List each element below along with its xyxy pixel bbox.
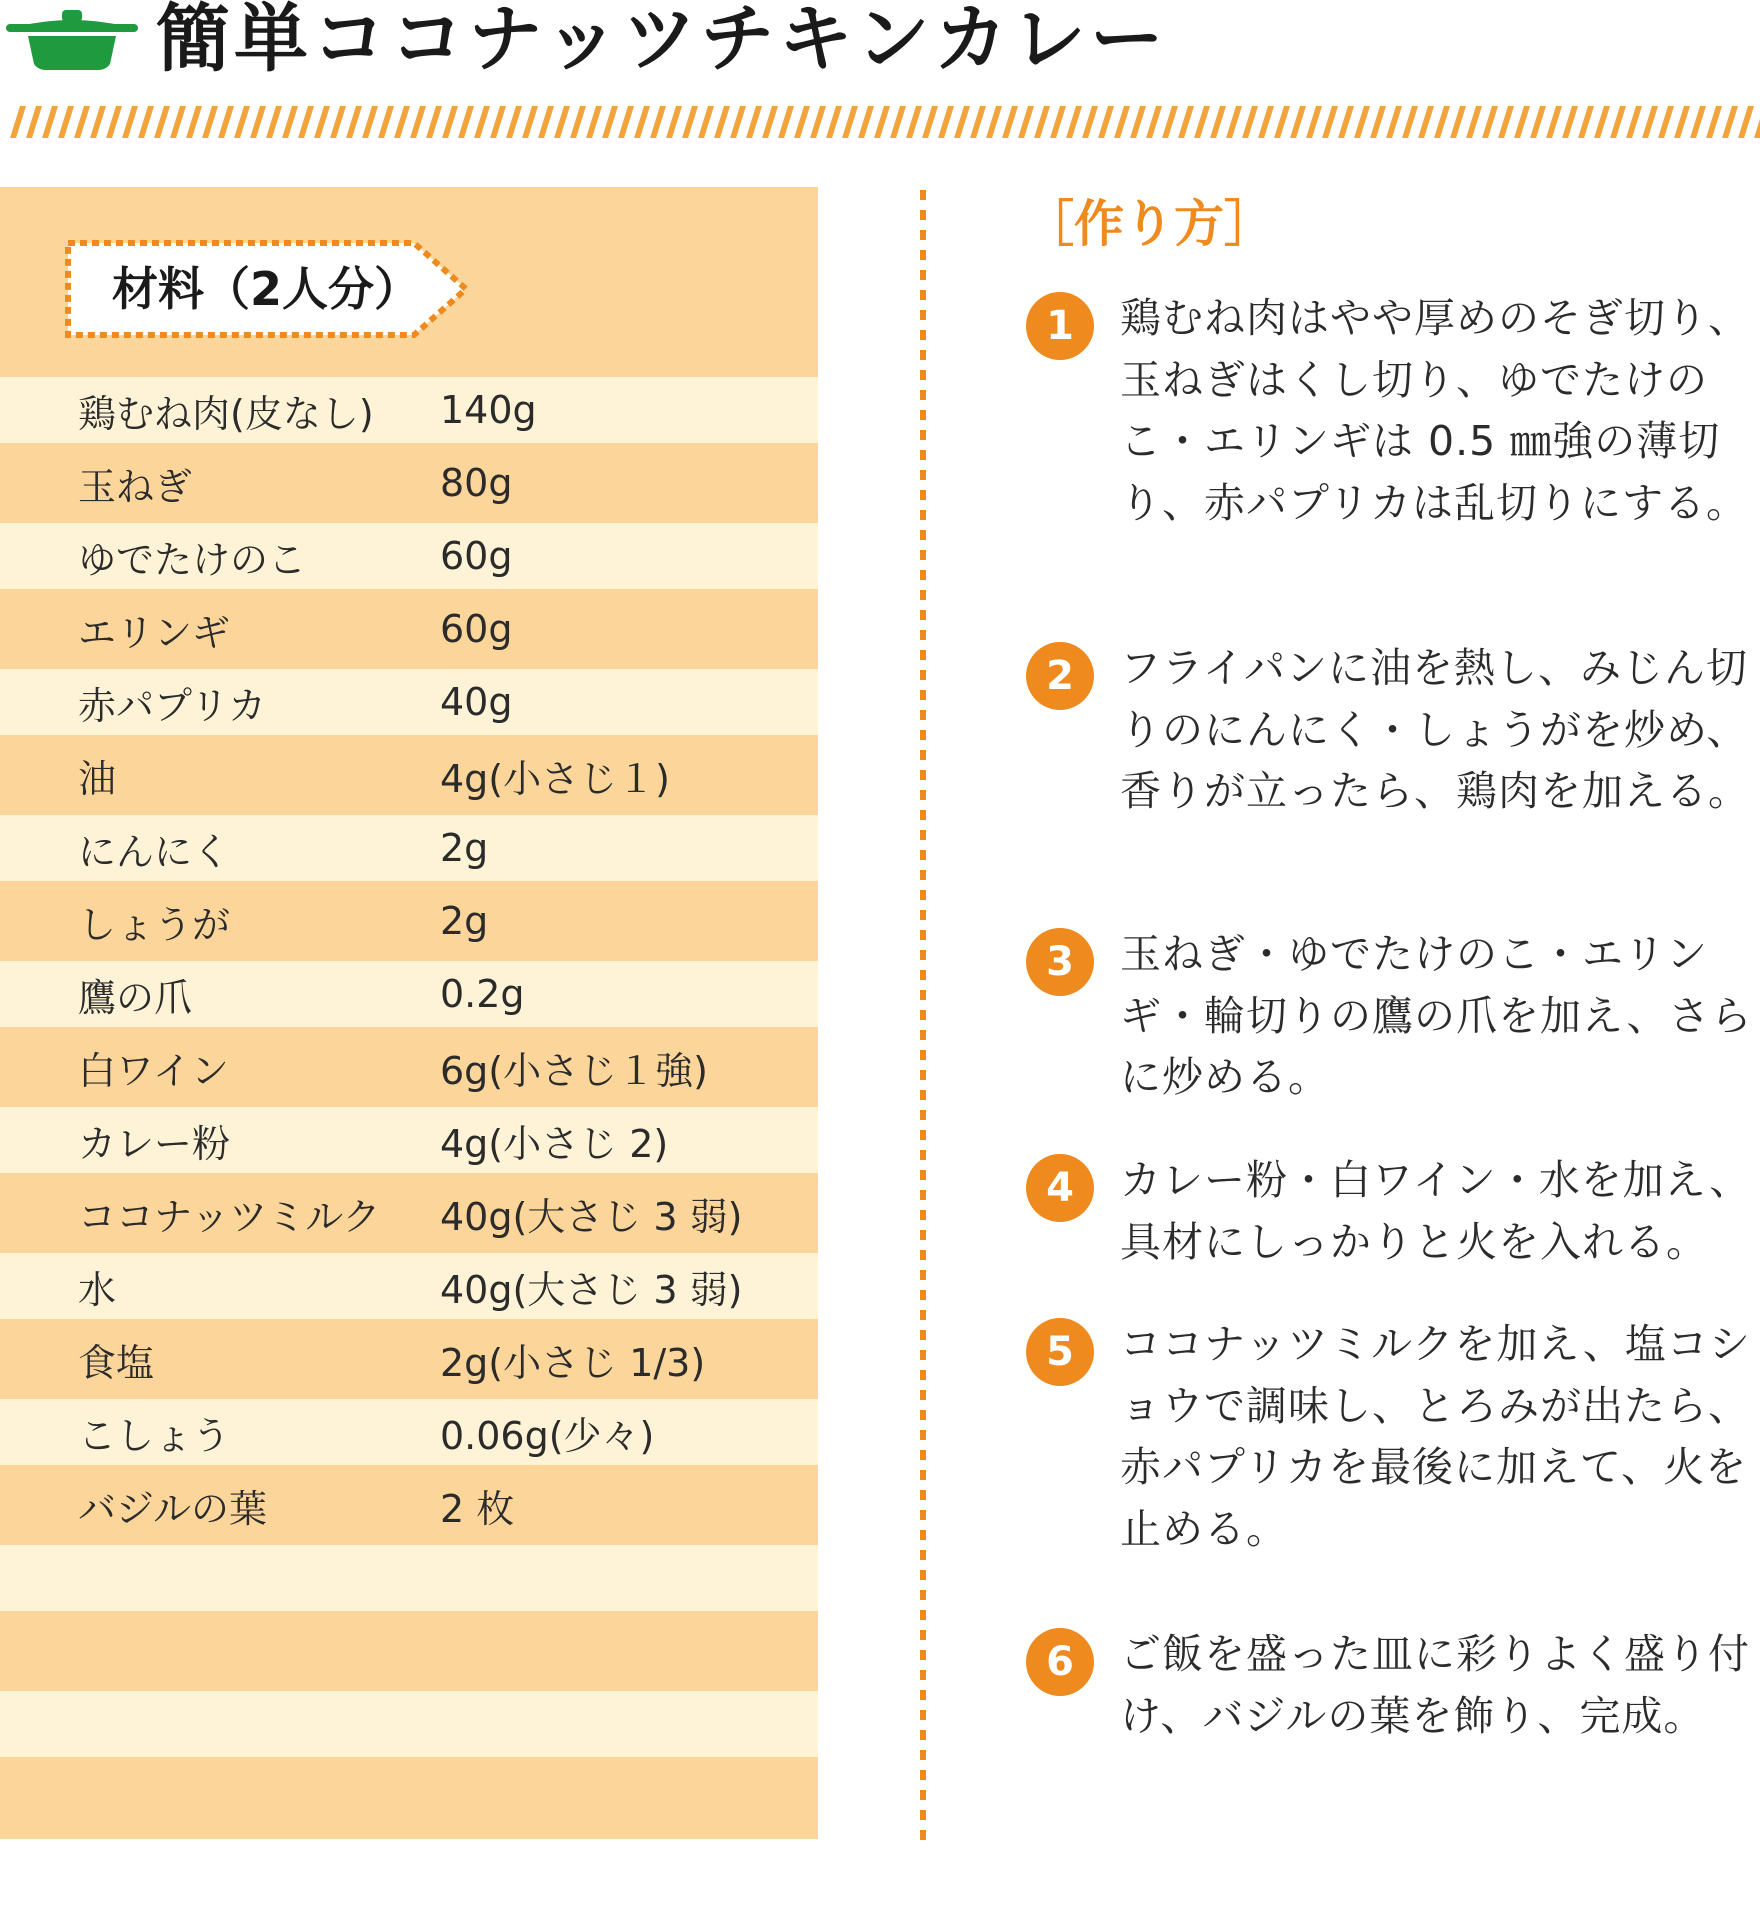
table-row [0, 1107, 818, 1173]
steps-title: ［作り方］ [1024, 195, 1274, 253]
step-number-badge: 3 [1026, 928, 1094, 996]
table-row [0, 1173, 818, 1253]
ingredient-name: ゆでたけのこ [78, 537, 307, 582]
ingredients-panel [0, 187, 818, 1839]
ingredient-name: にんにく [78, 829, 231, 874]
ingredient-name: 白ワイン [78, 1048, 229, 1093]
ingredients-table [0, 377, 818, 1837]
ingredient-amount: 4g(小さじ 2) [440, 1121, 669, 1166]
pot-icon [6, 8, 138, 72]
step-number-badge: 6 [1026, 1628, 1094, 1696]
table-row-empty [0, 1691, 818, 1757]
table-row [0, 443, 818, 523]
table-row [0, 1465, 818, 1545]
ingredient-amount: 0.2g [440, 972, 525, 1016]
table-row [0, 669, 818, 735]
ingredient-amount: 2 枚 [440, 1486, 515, 1531]
table-row [0, 523, 818, 589]
table-row [0, 589, 818, 669]
ingredients-label: 材料（2人分） [112, 262, 421, 316]
table-row [0, 1027, 818, 1107]
ingredient-name: エリンギ [78, 610, 231, 655]
ingredient-amount: 80g [440, 461, 513, 505]
table-row [0, 815, 818, 881]
step-text: 鶏むね肉はやや厚めのそぎ切り、玉ねぎはくし切り、ゆでたけのこ・エリンギは 0.5 ㎜強の薄切り、赤パプリカは乱切りにする。 [1120, 294, 1750, 527]
ingredient-amount: 60g [440, 607, 513, 651]
ingredient-name: 食塩 [78, 1340, 155, 1385]
table-row-empty [0, 1611, 818, 1691]
ingredient-amount: 6g(小さじ１強) [440, 1048, 708, 1093]
ingredient-amount: 4g(小さじ１) [440, 756, 670, 801]
header [0, 0, 1760, 140]
table-row [0, 881, 818, 961]
ingredient-name: しょうが [78, 902, 231, 947]
column-divider [920, 190, 926, 1840]
step-text: 玉ねぎ・ゆでたけのこ・エリンギ・輪切りの鷹の爪を加え、さらに炒める。 [1120, 930, 1753, 1101]
step-number-badge: 2 [1026, 642, 1094, 710]
ingredient-amount: 40g(大さじ 3 弱) [440, 1267, 743, 1312]
ingredient-name: 玉ねぎ [78, 464, 193, 509]
ingredient-amount: 60g [440, 534, 513, 578]
page-title: 簡単ココナッツチキンカレー [156, 0, 1168, 82]
step-text: ココナッツミルクを加え、塩コショウで調味し、とろみが出たら、赤パプリカを最後に加えて、火を止める。 [1120, 1320, 1751, 1553]
ingredient-amount: 40g(大さじ 3 弱) [440, 1194, 743, 1239]
header-stripe-divider [10, 106, 1760, 138]
ingredient-name: カレー粉 [78, 1121, 231, 1166]
step-text: ご飯を盛った皿に彩りよく盛り付け、バジルの葉を飾り、完成。 [1120, 1630, 1750, 1740]
step-number-badge: 4 [1026, 1154, 1094, 1222]
ingredient-name: 赤パプリカ [78, 683, 267, 728]
ingredient-amount: 140g [440, 388, 537, 432]
table-row [0, 735, 818, 815]
ingredient-name: こしょう [78, 1413, 231, 1458]
table-row [0, 961, 818, 1027]
ingredient-amount: 0.06g(少々) [440, 1413, 655, 1458]
step-text: カレー粉・白ワイン・水を加え、具材にしっかりと火を入れる。 [1120, 1156, 1752, 1266]
ingredient-name: 鶏むね肉(皮なし) [78, 391, 374, 436]
table-row-empty [0, 1757, 818, 1837]
ingredient-amount: 2g(小さじ 1/3) [440, 1340, 706, 1385]
table-row-empty [0, 1545, 818, 1611]
step-number-badge: 1 [1026, 292, 1094, 360]
ingredient-name: バジルの葉 [78, 1486, 268, 1531]
step-number-badge: 5 [1026, 1318, 1094, 1386]
table-row [0, 1399, 818, 1465]
ingredient-amount: 2g [440, 826, 489, 870]
step-text: フライパンに油を熱し、みじん切りのにんにく・しょうがを炒め、香りが立ったら、鶏肉を加える。 [1120, 644, 1750, 815]
ingredient-amount: 2g [440, 899, 489, 943]
ingredient-name: 水 [78, 1267, 117, 1312]
ingredient-name: 鷹の爪 [78, 975, 193, 1020]
ingredient-name: ココナッツミルク [78, 1194, 381, 1239]
table-row [0, 1253, 818, 1319]
ingredient-amount: 40g [440, 680, 513, 724]
table-row [0, 1319, 818, 1399]
ingredient-name: 油 [78, 756, 117, 801]
table-row [0, 377, 818, 443]
